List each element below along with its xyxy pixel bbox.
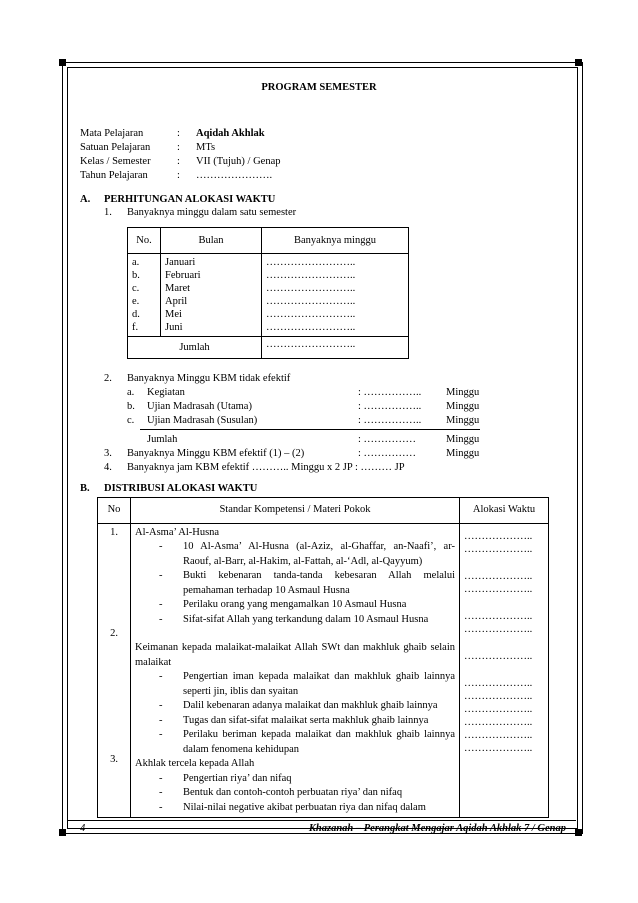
section-b-heading: DISTRIBUSI ALOKASI WAKTU	[104, 483, 258, 494]
item-3-unit: Minggu	[446, 448, 480, 459]
info-value: Aqidah Akhlak	[196, 128, 265, 139]
sk-title: Al-Asma’ Al-Husna	[135, 526, 220, 538]
info-label: Kelas / Semester	[80, 156, 151, 167]
border-corner	[59, 59, 66, 66]
kbm-sum-line	[140, 429, 480, 430]
list-item: - Pengertian iman kepada malaikat dan makhluk ghaib lainnya seperti jin, iblis dan syaitan	[159, 671, 455, 697]
item-3-text: Banyaknya Minggu KBM efektif (1) – (2)	[127, 448, 305, 459]
info-sep: :	[177, 142, 180, 153]
month-table-header	[128, 228, 409, 254]
list-item: - Pengertian riya’ dan nifaq	[159, 772, 292, 784]
month-nos: a. b. c. e. d. f.	[128, 254, 161, 337]
month-weeks: …………………….. …………………….. …………………….. …………………….. …………………….. ……………………..	[262, 254, 409, 337]
kbm-total-value: : ……………	[358, 434, 417, 445]
info-label: Tahun Pelajaran	[80, 170, 148, 181]
list-item: - 10 Al-Asma’ Al-Husna (al-Aziz, al-Ghaffar, an-Naafi’, ar-Raouf, al-Barr, al-Hakim, al-Fattah, al-‘Adl, al-Qayyum)	[159, 541, 455, 567]
kbm-name: Ujian Madrasah (Susulan)	[147, 415, 258, 426]
info-value: MTs	[196, 142, 216, 153]
info-label: Mata Pelajaran	[80, 128, 144, 139]
kbm-unit: Minggu	[446, 387, 480, 398]
kbm-value: : ……………..	[358, 401, 422, 412]
kbm-letter: c.	[127, 415, 135, 426]
page-number: 4	[80, 823, 86, 834]
item-4-num: 4.	[104, 462, 112, 473]
header-minggu: Banyaknya minggu	[262, 228, 409, 254]
item-3-value: : ……………	[358, 448, 417, 459]
list-item: - Perilaku orang yang mengamalkan 10 Asmaul Husna	[159, 599, 407, 610]
kbm-total-name: Jumlah	[147, 434, 178, 445]
row-number: 1.	[110, 526, 118, 538]
item-4-text: Banyaknya jam KBM efektif ……….. Minggu x 2 JP : ……… JP	[127, 462, 405, 473]
list-item: - Sifat-sifat Allah yang terkandung dalam 10 Asmaul Husna	[159, 613, 429, 625]
border-corner	[575, 59, 582, 66]
kbm-value: : ……………..	[358, 415, 422, 426]
distribution-header	[98, 498, 549, 524]
row-content	[131, 523, 460, 818]
row-allocation: ……………….. ……………….. ……………….. ……………….. ……………….. ……………….. ……………….. ……………….. ……………….. ……………….. ……………….. ……………….. ………………..	[460, 523, 549, 818]
row-number: 2.	[110, 628, 118, 639]
info-sep: :	[177, 128, 180, 139]
info-sep: :	[177, 156, 180, 167]
kbm-unit: Minggu	[446, 401, 480, 412]
list-item: - Bukti kebenaran tanda-tanda kebesaran Allah melalui pemahaman terhadap 10 Asmaul Husna	[159, 570, 455, 596]
month-table	[127, 227, 409, 359]
list-item: - Perilaku beriman kepada malaikat dan makhluk ghaib lainnya dalam fenomena kehidupan	[159, 729, 455, 755]
item-3-num: 3.	[104, 448, 112, 459]
border-corner	[59, 829, 66, 836]
month-table-total	[128, 337, 409, 359]
kbm-unit: Minggu	[446, 415, 480, 426]
footer-text: Khazanah – Perangkat Mengajar Aqidah Akhlak 7 / Genap	[308, 823, 566, 834]
border-corner	[575, 829, 582, 836]
distribution-table	[97, 497, 549, 818]
item-2-text: Banyaknya Minggu KBM tidak efektif	[127, 373, 291, 384]
kbm-total-unit: Minggu	[446, 434, 480, 445]
kbm-letter: a.	[127, 387, 135, 398]
item-2-num: 2.	[104, 373, 112, 384]
month-table-body	[128, 254, 409, 337]
sk-title: Keimanan kepada malaikat-malaikat Allah SWt dan makhluk ghaib selain malaikat	[135, 642, 455, 668]
total-label: Jumlah	[128, 337, 262, 359]
info-value: ………………….	[196, 170, 273, 181]
section-a-letter: A.	[80, 194, 91, 205]
header-no: No	[98, 498, 131, 524]
row-numbers	[98, 523, 131, 818]
total-dots: ……………………..	[262, 337, 409, 359]
info-label: Satuan Pelajaran	[80, 142, 151, 153]
sk-3-items	[135, 772, 455, 816]
header-alokasi: Alokasi Waktu	[460, 498, 549, 524]
kbm-letter: b.	[127, 401, 135, 412]
sk-title: Akhlak tercela kepada Allah	[135, 758, 255, 769]
list-item: - Tugas dan sifat-sifat malaikat serta makhluk ghaib lainnya	[159, 714, 429, 726]
item-1-text: Banyaknya minggu dalam satu semester	[127, 207, 297, 218]
info-value: VII (Tujuh) / Genap	[196, 156, 281, 167]
section-a-heading: PERHITUNGAN ALOKASI WAKTU	[104, 194, 276, 205]
list-item: - Bentuk dan contoh-contoh perbuatan riya’ dan nifaq	[159, 787, 403, 798]
header-bulan: Bulan	[161, 228, 262, 254]
kbm-name: Kegiatan	[147, 387, 185, 398]
month-names: Januari Februari Maret April Mei Juni	[161, 254, 262, 337]
kbm-name: Ujian Madrasah (Utama)	[147, 401, 252, 412]
kbm-value: : ……………..	[358, 387, 422, 398]
sk-1-items	[135, 540, 455, 627]
section-b-letter: B.	[80, 483, 90, 494]
header-no: No.	[128, 228, 161, 254]
list-item: - Nilai-nilai negative akibat perbuatan riya dan nifaq dalam	[159, 801, 426, 813]
page-title: PROGRAM SEMESTER	[261, 82, 377, 93]
list-item: - Dalil kebenaran adanya malaikat dan makhluk ghaib lainnya	[159, 700, 438, 711]
info-sep: :	[177, 170, 180, 181]
item-1-num: 1.	[104, 207, 112, 218]
distribution-body	[98, 523, 549, 818]
row-number: 3.	[110, 753, 118, 765]
header-sk: Standar Kompetensi / Materi Pokok	[131, 498, 460, 524]
sk-2-items	[135, 670, 455, 757]
